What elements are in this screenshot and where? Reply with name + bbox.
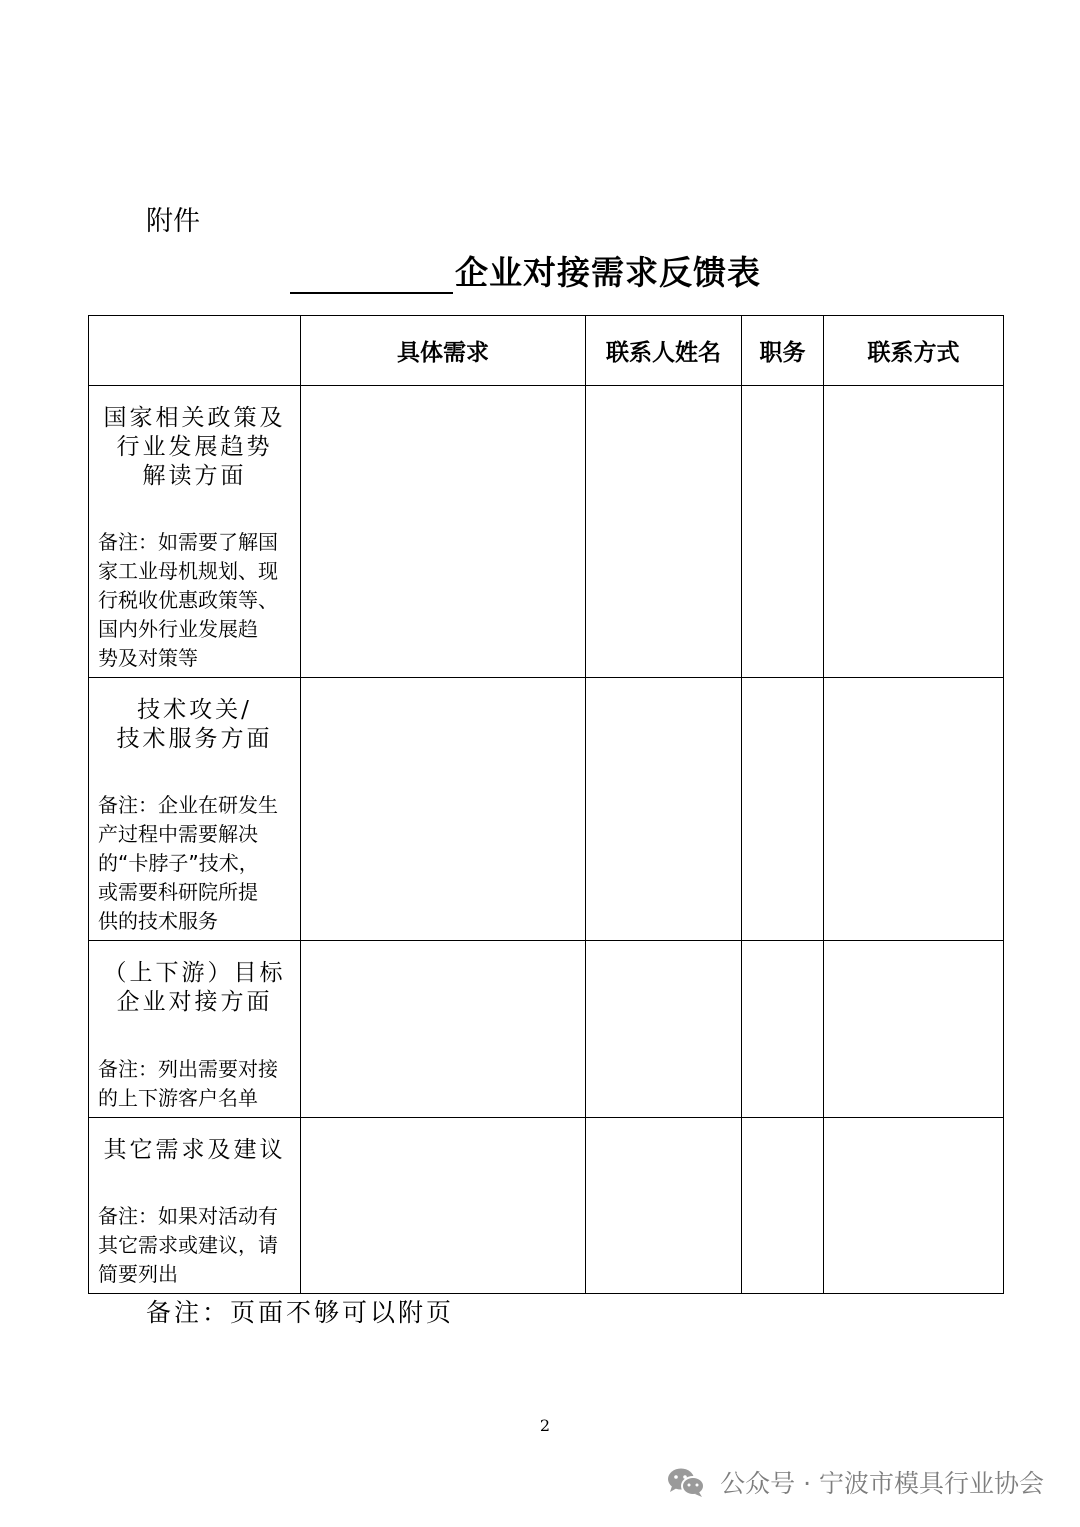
table-row [89,386,1004,678]
header-contact-method: 联系方式 [824,316,1004,386]
category-cell-policy [89,386,301,678]
wechat-icon [666,1466,706,1498]
watermark-text: 公众号 · 宁波市模具行业协会 [720,1469,1044,1498]
specific-demand-input[interactable] [301,386,586,678]
contact-method-input[interactable] [824,386,1004,678]
table-row [89,941,1004,1118]
position-input[interactable] [742,1118,824,1294]
category-cell-other [89,1118,301,1294]
category-title: 其它需求及建议 [103,1137,286,1163]
category-cell-enterprise [89,941,301,1118]
specific-demand-input[interactable] [301,678,586,941]
category-note: 备注：如果对活动有 其它需求或建议，请 简要列出 [98,1204,278,1286]
header-position: 职务 [742,316,824,386]
contact-name-input[interactable] [586,678,742,941]
position-input[interactable] [742,386,824,678]
category-title: 技术攻关/ 技术服务方面 [116,697,273,752]
table-row [89,1118,1004,1294]
specific-demand-input[interactable] [301,1118,586,1294]
watermark [666,1464,1044,1500]
category-note: 备注：如需要了解国 家工业母机规划、现 行税收优惠政策等、 国内外行业发展趋 势及对策等 [98,530,278,670]
category-cell-tech [89,678,301,941]
category-note: 备注：列出需要对接 的上下游客户名单 [98,1057,278,1110]
page-footnote: 备注：页面不够可以附页 [146,1298,455,1327]
contact-name-input[interactable] [586,941,742,1118]
category-title: 国家相关政策及 行业发展趋势 解读方面 [103,405,286,489]
title-text: 企业对接需求反馈表 [455,253,761,292]
contact-name-input[interactable] [586,386,742,678]
category-title: （上下游）目标 企业对接方面 [103,960,286,1015]
feedback-table [88,315,1004,1294]
attachment-label: 附件 [146,206,200,237]
form-title [290,248,761,294]
table-header-row [89,316,1004,386]
header-specific-demand: 具体需求 [301,316,586,386]
header-contact-name: 联系人姓名 [586,316,742,386]
header-category [89,316,301,386]
title-blank-line [290,254,453,294]
contact-method-input[interactable] [824,1118,1004,1294]
specific-demand-input[interactable] [301,941,586,1118]
contact-name-input[interactable] [586,1118,742,1294]
position-input[interactable] [742,678,824,941]
position-input[interactable] [742,941,824,1118]
page-number: 2 [539,1416,551,1435]
contact-method-input[interactable] [824,941,1004,1118]
table-row [89,678,1004,941]
category-note: 备注：企业在研发生 产过程中需要解决 的“卡脖子”技术， 或需要科研院所提 供的技术服务 [98,793,278,933]
contact-method-input[interactable] [824,678,1004,941]
